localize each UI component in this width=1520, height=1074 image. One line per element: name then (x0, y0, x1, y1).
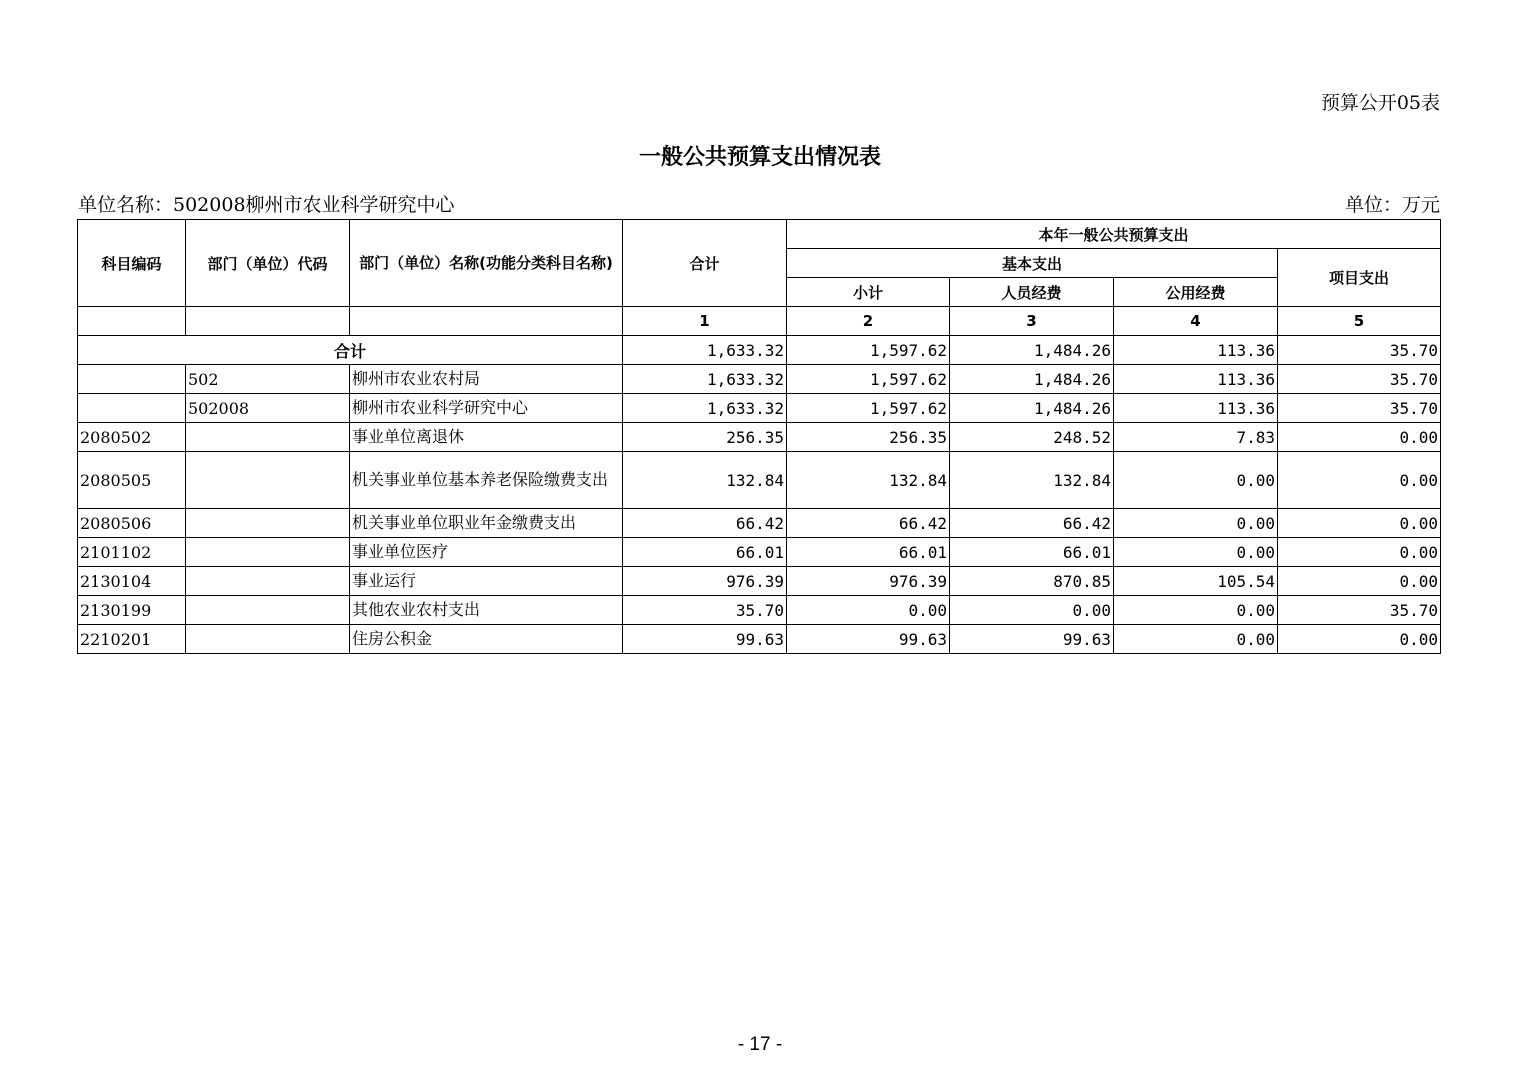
total-cell: 976.39 (623, 567, 787, 596)
subject-code-cell (78, 394, 186, 423)
subtotal-cell: 132.84 (787, 452, 950, 509)
total-cell: 35.70 (623, 596, 787, 625)
subtotal-cell: 66.42 (787, 509, 950, 538)
project-cell: 35.70 (1278, 596, 1441, 625)
header-current-year: 本年一般公共预算支出 (787, 220, 1441, 249)
name-cell: 事业单位离退休 (350, 423, 623, 452)
header-total: 合计 (623, 220, 787, 307)
subject-code-cell: 2130199 (78, 596, 186, 625)
name-cell: 事业单位医疗 (350, 538, 623, 567)
header-subtotal: 小计 (787, 278, 950, 307)
total-cell: 1,633.32 (623, 394, 787, 423)
public-cell: 105.54 (1114, 567, 1278, 596)
header-index-1: 1 (623, 307, 787, 336)
header-subject-code: 科目编码 (78, 220, 186, 307)
subtotal-cell: 256.35 (787, 423, 950, 452)
dept-code-cell (186, 509, 350, 538)
total-cell: 132.84 (623, 452, 787, 509)
dept-code-cell: 502008 (186, 394, 350, 423)
header-dept-name: 部门（单位）名称(功能分类科目名称) (350, 220, 623, 307)
name-cell: 住房公积金 (350, 625, 623, 654)
dept-code-cell: 502 (186, 365, 350, 394)
personnel-cell: 66.01 (950, 538, 1114, 567)
header-public: 公用经费 (1114, 278, 1278, 307)
dept-code-cell (186, 625, 350, 654)
header-index-5: 5 (1278, 307, 1441, 336)
table-row (78, 452, 1441, 509)
header-basic: 基本支出 (787, 249, 1278, 278)
public-cell: 113.36 (1114, 394, 1278, 423)
table-row (78, 394, 1441, 423)
subtotal-cell: 1,597.62 (787, 365, 950, 394)
subtotal-cell: 976.39 (787, 567, 950, 596)
table-row (78, 365, 1441, 394)
name-cell: 柳州市农业科学研究中心 (350, 394, 623, 423)
table-row (78, 538, 1441, 567)
header-dept-code: 部门（单位）代码 (186, 220, 350, 307)
public-cell: 0.00 (1114, 509, 1278, 538)
public-cell: 0.00 (1114, 538, 1278, 567)
page-title: 一般公共预算支出情况表 (638, 145, 881, 170)
total-cell: 99.63 (623, 625, 787, 654)
public-cell: 113.36 (1114, 365, 1278, 394)
project-cell: 35.70 (1278, 365, 1441, 394)
total-cell: 1,633.32 (623, 365, 787, 394)
subject-code-cell: 2080505 (78, 452, 186, 509)
personnel-cell: 132.84 (950, 452, 1114, 509)
project-cell: 0.00 (1278, 567, 1441, 596)
header-index-3: 3 (950, 307, 1114, 336)
personnel-cell: 99.63 (950, 625, 1114, 654)
dept-code-cell (186, 538, 350, 567)
header-index-4: 4 (1114, 307, 1278, 336)
unit-name: 单位名称：502008柳州市农业科学研究中心 (78, 194, 455, 216)
subject-code-cell: 2101102 (78, 538, 186, 567)
subject-code-cell: 2080502 (78, 423, 186, 452)
total-row (78, 336, 1441, 365)
personnel-cell: 0.00 (950, 596, 1114, 625)
table-row (78, 509, 1441, 538)
total-cell: 66.42 (623, 509, 787, 538)
project-cell: 0.00 (1278, 509, 1441, 538)
total-cell: 1,633.32 (623, 336, 787, 365)
public-cell: 0.00 (1114, 625, 1278, 654)
subtotal-cell: 0.00 (787, 596, 950, 625)
project-cell: 35.70 (1278, 394, 1441, 423)
table-row (78, 423, 1441, 452)
project-cell: 0.00 (1278, 452, 1441, 509)
subject-code-cell: 2130104 (78, 567, 186, 596)
table-row (78, 567, 1441, 596)
personnel-cell: 66.42 (950, 509, 1114, 538)
personnel-cell: 1,484.26 (950, 394, 1114, 423)
subject-code-cell: 2080506 (78, 509, 186, 538)
subtotal-cell: 66.01 (787, 538, 950, 567)
personnel-cell: 870.85 (950, 567, 1114, 596)
subject-code-cell: 2210201 (78, 625, 186, 654)
dept-code-cell (186, 567, 350, 596)
header-index-2: 2 (787, 307, 950, 336)
subtotal-cell: 99.63 (787, 625, 950, 654)
dept-code-cell (186, 596, 350, 625)
public-cell: 0.00 (1114, 452, 1278, 509)
public-cell: 113.36 (1114, 336, 1278, 365)
name-cell: 机关事业单位基本养老保险缴费支出 (350, 452, 623, 509)
dept-code-cell (186, 452, 350, 509)
table-row (78, 596, 1441, 625)
public-cell: 0.00 (1114, 596, 1278, 625)
subtotal-cell: 1,597.62 (787, 394, 950, 423)
page-number: - 17 - (737, 1034, 783, 1055)
subject-code-cell (78, 365, 186, 394)
table-number-label: 预算公开05表 (1320, 92, 1440, 114)
header-project: 项目支出 (1278, 249, 1441, 307)
name-cell: 事业运行 (350, 567, 623, 596)
personnel-cell: 1,484.26 (950, 365, 1114, 394)
personnel-cell: 1,484.26 (950, 336, 1114, 365)
total-cell: 256.35 (623, 423, 787, 452)
project-cell: 0.00 (1278, 625, 1441, 654)
total-cell: 66.01 (623, 538, 787, 567)
personnel-cell: 248.52 (950, 423, 1114, 452)
name-cell: 机关事业单位职业年金缴费支出 (350, 509, 623, 538)
header-personnel: 人员经费 (950, 278, 1114, 307)
project-cell: 0.00 (1278, 538, 1441, 567)
public-cell: 7.83 (1114, 423, 1278, 452)
budget-table (77, 219, 1441, 654)
name-cell: 柳州市农业农村局 (350, 365, 623, 394)
project-cell: 0.00 (1278, 423, 1441, 452)
currency-unit: 单位：万元 (1344, 194, 1440, 216)
name-cell: 其他农业农村支出 (350, 596, 623, 625)
subtotal-cell: 1,597.62 (787, 336, 950, 365)
table-row (78, 625, 1441, 654)
total-label: 合计 (78, 336, 623, 365)
project-cell: 35.70 (1278, 336, 1441, 365)
dept-code-cell (186, 423, 350, 452)
